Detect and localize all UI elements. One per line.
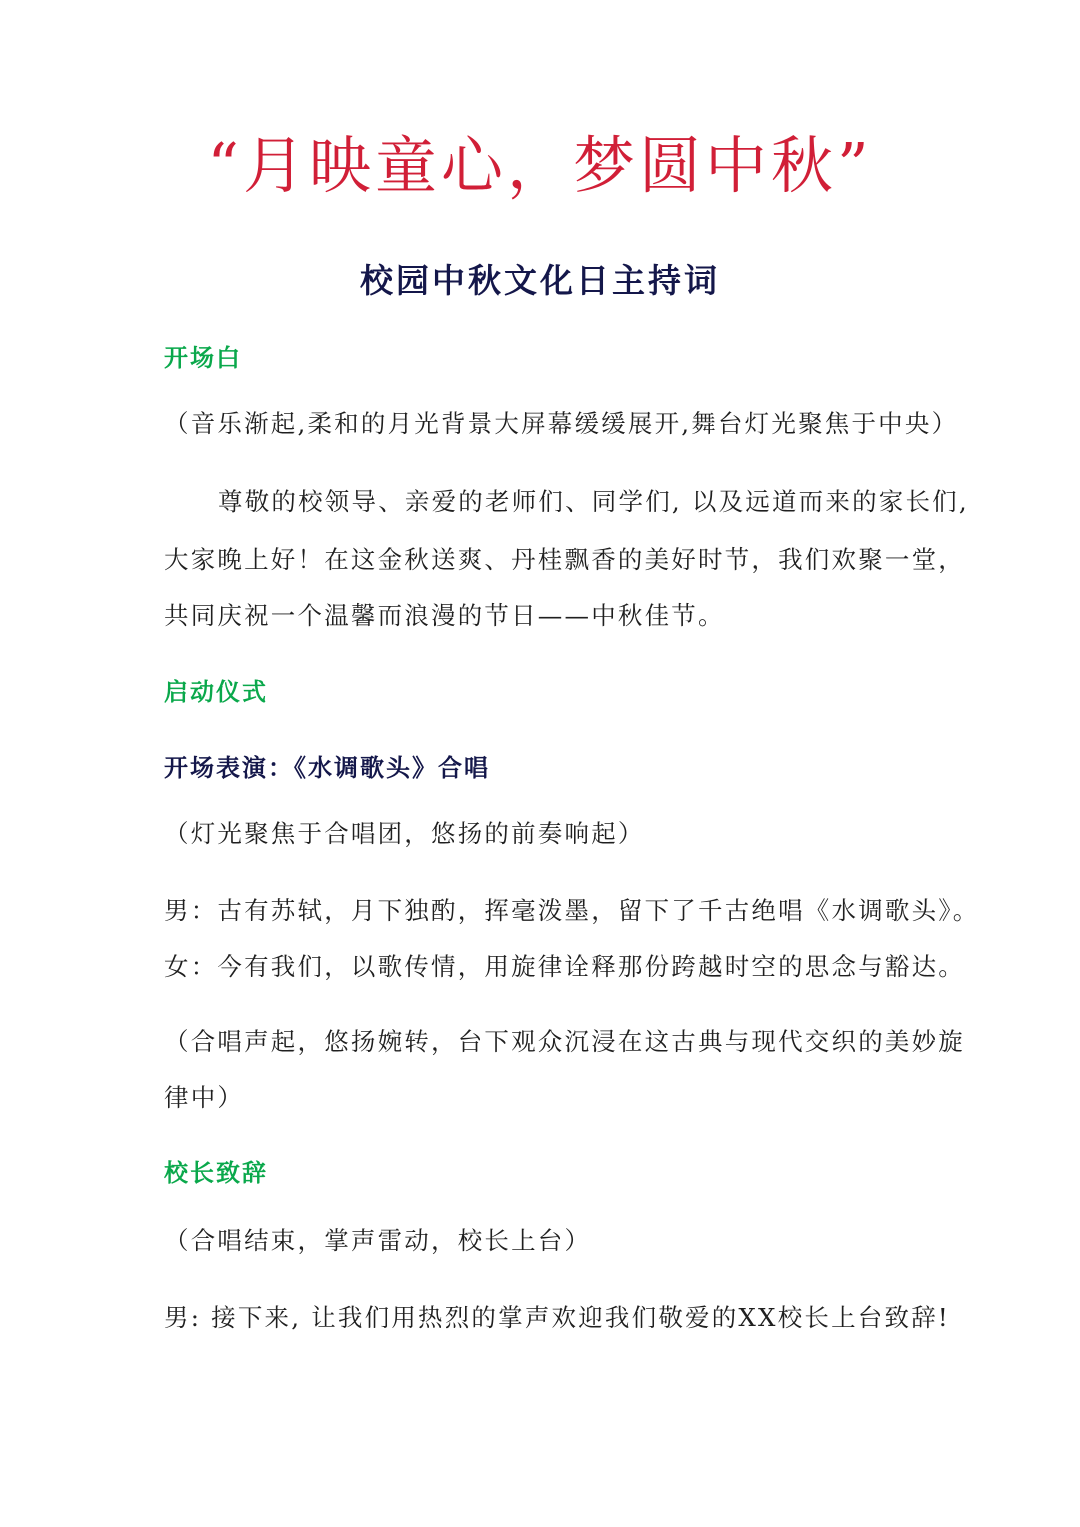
male-line-1: 男：古有苏轼，月下独酌，挥毫泼墨，留下了千古绝唱《水调歌头》。 <box>164 896 980 925</box>
performance-title: 开场表演：《水调歌头》合唱 <box>164 753 490 782</box>
document-subtitle: 校园中秋文化日主持词 <box>360 261 720 300</box>
launch-stage-note-2-line-1: （合唱声起，悠扬婉转，台下观众沉浸在这古典与现代交织的美妙旋 <box>164 1027 965 1056</box>
opening-paragraph-line-1: 尊敬的校领导、亲爱的老师们、同学们, 以及远道而来的家长们, <box>218 487 969 516</box>
section-heading-launch: 启动仪式 <box>164 677 268 706</box>
opening-paragraph-line-3: 共同庆祝一个温馨而浪漫的节日——中秋佳节。 <box>164 601 725 630</box>
document-title: “月映童心，梦圆中秋” <box>207 129 873 202</box>
launch-stage-note-2-line-2: 律中） <box>164 1083 245 1112</box>
principal-stage-note: （合唱结束，掌声雷动，校长上台） <box>164 1226 592 1255</box>
opening-paragraph-line-2: 大家晚上好！在这金秋送爽、丹桂飘香的美好时节，我们欢聚一堂， <box>164 545 965 574</box>
launch-stage-note: （灯光聚焦于合唱团，悠扬的前奏响起） <box>164 819 645 848</box>
section-heading-opening: 开场白 <box>164 343 242 372</box>
female-line-1: 女：今有我们，以歌传情，用旋律诠释那份跨越时空的思念与豁达。 <box>164 952 965 981</box>
male-line-2: 男: 接下来, 让我们用热烈的掌声欢迎我们敬爱的XX校长上台致辞! <box>164 1303 950 1332</box>
opening-stage-note: （音乐渐起,柔和的月光背景大屏幕缓缓展开,舞台灯光聚焦于中央） <box>164 409 959 438</box>
section-heading-principal: 校长致辞 <box>164 1158 268 1187</box>
